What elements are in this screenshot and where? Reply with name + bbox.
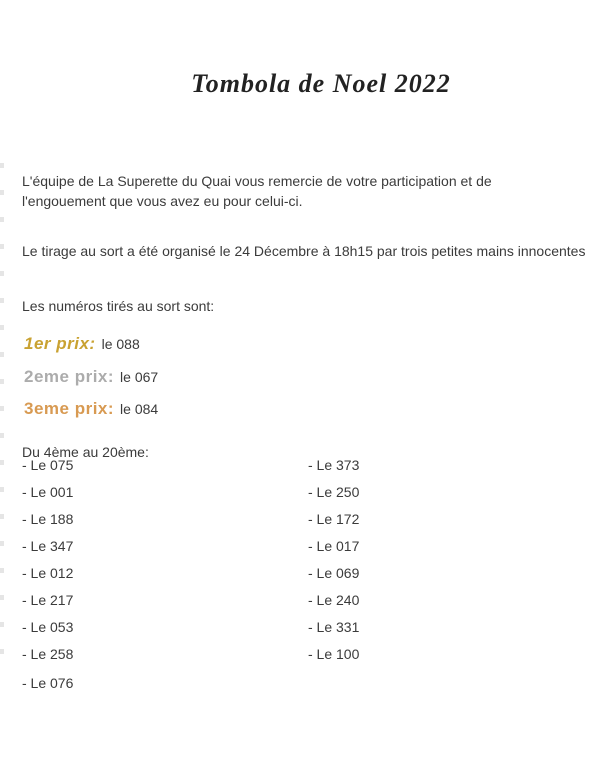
list-item: - Le 075 xyxy=(22,457,74,473)
list-item: - Le 001 xyxy=(22,484,74,500)
list-item: - Le 347 xyxy=(22,538,74,554)
prize-number-third: le 084 xyxy=(120,401,159,417)
list-item: - Le 076 xyxy=(22,675,74,691)
list-item: - Le 100 xyxy=(308,646,360,662)
paragraph-numbers-intro: Les numéros tirés au sort sont: xyxy=(22,298,215,314)
list-item: - Le 053 xyxy=(22,619,74,635)
prize-row-second xyxy=(24,367,158,387)
list-item: - Le 217 xyxy=(22,592,74,608)
list-item: - Le 250 xyxy=(308,484,360,500)
prize-row-third xyxy=(24,399,158,419)
prize-rank-first: 1er prix: xyxy=(24,334,96,353)
paragraph-draw-info: Le tirage au sort a été organisé le 24 Décembre à 18h15 par trois petites mains innocentes xyxy=(22,243,586,259)
page-title: Tombola de Noel 2022 xyxy=(191,69,451,99)
winners-column-right xyxy=(308,458,359,674)
list-item: - Le 012 xyxy=(22,565,74,581)
prize-rank-second: 2eme prix: xyxy=(24,367,115,386)
range-heading: Du 4ème au 20ème: xyxy=(22,444,149,460)
winners-column-left xyxy=(22,458,73,703)
list-item: - Le 240 xyxy=(308,592,360,608)
list-item: - Le 331 xyxy=(308,619,360,635)
list-item: - Le 069 xyxy=(308,565,360,581)
list-item: - Le 017 xyxy=(308,538,360,554)
prize-number-first: le 088 xyxy=(101,336,140,352)
list-item: - Le 172 xyxy=(308,511,360,527)
prize-number-second: le 067 xyxy=(120,369,159,385)
list-item: - Le 258 xyxy=(22,646,74,662)
list-item: - Le 373 xyxy=(308,457,360,473)
prize-rank-third: 3eme prix: xyxy=(24,399,115,418)
paragraph-thanks: L'équipe de La Superette du Quai vous remercie de votre participation et de l'engouement que vous avez eu pour celui-ci. xyxy=(22,173,492,209)
prize-row-first xyxy=(24,334,140,354)
list-item: - Le 188 xyxy=(22,511,74,527)
scan-edge-artifacts xyxy=(0,163,4,668)
